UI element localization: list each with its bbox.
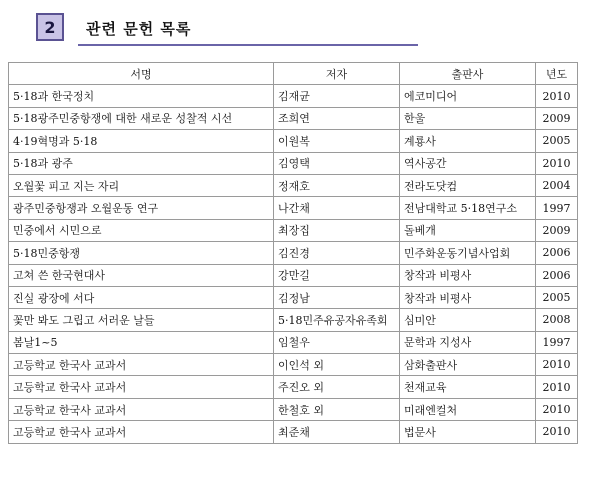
table-header-row (9, 63, 578, 85)
cell-title: 5·18민중항쟁 (9, 242, 274, 264)
table-row (9, 219, 578, 241)
cell-author: 조희연 (274, 107, 400, 129)
header-author: 저자 (274, 63, 400, 85)
table-row (9, 286, 578, 308)
cell-year: 2008 (536, 309, 578, 331)
cell-author: 최준채 (274, 421, 400, 443)
section-header (36, 13, 416, 49)
cell-publisher: 미래엔컬처 (400, 398, 536, 420)
table-row (9, 197, 578, 219)
table-row (9, 242, 578, 264)
cell-publisher: 돌베개 (400, 219, 536, 241)
cell-year: 2005 (536, 286, 578, 308)
cell-author: 한철호 외 (274, 398, 400, 420)
cell-author: 강만길 (274, 264, 400, 286)
cell-author: 이인석 외 (274, 354, 400, 376)
cell-title: 광주민중항쟁과 오월운동 연구 (9, 197, 274, 219)
cell-publisher: 삼화출판사 (400, 354, 536, 376)
cell-author: 김영택 (274, 152, 400, 174)
cell-publisher: 문학과 지성사 (400, 331, 536, 353)
table-row (9, 107, 578, 129)
cell-author: 김진경 (274, 242, 400, 264)
references-table (8, 62, 578, 444)
cell-year: 2010 (536, 152, 578, 174)
cell-author: 이원복 (274, 130, 400, 152)
table-row (9, 354, 578, 376)
table-row (9, 376, 578, 398)
cell-author: 5·18민주유공자유족회 (274, 309, 400, 331)
cell-title: 5·18광주민중항쟁에 대한 새로운 성찰적 시선 (9, 107, 274, 129)
cell-author: 임철우 (274, 331, 400, 353)
cell-year: 2009 (536, 107, 578, 129)
cell-publisher: 창작과 비평사 (400, 264, 536, 286)
cell-author: 김정남 (274, 286, 400, 308)
cell-year: 1997 (536, 331, 578, 353)
cell-publisher: 역사공간 (400, 152, 536, 174)
cell-title: 5·18과 광주 (9, 152, 274, 174)
table-row (9, 331, 578, 353)
cell-author: 나간채 (274, 197, 400, 219)
cell-title: 민중에서 시민으로 (9, 219, 274, 241)
cell-year: 2010 (536, 421, 578, 443)
table-row (9, 174, 578, 196)
cell-title: 고등학교 한국사 교과서 (9, 376, 274, 398)
table-row (9, 152, 578, 174)
cell-title: 고등학교 한국사 교과서 (9, 354, 274, 376)
cell-year: 2010 (536, 354, 578, 376)
table-row (9, 130, 578, 152)
cell-author: 최장집 (274, 219, 400, 241)
header-title: 서명 (9, 63, 274, 85)
table-body (9, 85, 578, 443)
table-row (9, 398, 578, 420)
cell-publisher: 에코미디어 (400, 85, 536, 107)
cell-title: 진실 광장에 서다 (9, 286, 274, 308)
section-underline (78, 44, 418, 46)
table-row (9, 264, 578, 286)
cell-year: 2010 (536, 398, 578, 420)
cell-author: 김재균 (274, 85, 400, 107)
cell-year: 2004 (536, 174, 578, 196)
cell-title: 봄날1~5 (9, 331, 274, 353)
cell-publisher: 전라도닷컴 (400, 174, 536, 196)
cell-title: 고등학교 한국사 교과서 (9, 398, 274, 420)
cell-title: 5·18과 한국정치 (9, 85, 274, 107)
cell-publisher: 전남대학교 5·18연구소 (400, 197, 536, 219)
cell-year: 2005 (536, 130, 578, 152)
table-row (9, 309, 578, 331)
header-publisher: 출판사 (400, 63, 536, 85)
cell-publisher: 심미안 (400, 309, 536, 331)
header-year: 년도 (536, 63, 578, 85)
cell-year: 2009 (536, 219, 578, 241)
cell-year: 2006 (536, 242, 578, 264)
cell-author: 주진오 외 (274, 376, 400, 398)
table-row (9, 421, 578, 443)
cell-year: 1997 (536, 197, 578, 219)
cell-publisher: 천재교육 (400, 376, 536, 398)
table-row (9, 85, 578, 107)
section-number-badge: 2 (36, 13, 64, 41)
cell-author: 정재호 (274, 174, 400, 196)
cell-publisher: 계룡사 (400, 130, 536, 152)
cell-title: 고등학교 한국사 교과서 (9, 421, 274, 443)
cell-publisher: 창작과 비평사 (400, 286, 536, 308)
cell-title: 고쳐 쓴 한국현대사 (9, 264, 274, 286)
cell-year: 2010 (536, 85, 578, 107)
cell-title: 4·19혁명과 5·18 (9, 130, 274, 152)
cell-year: 2010 (536, 376, 578, 398)
cell-publisher: 한울 (400, 107, 536, 129)
cell-year: 2006 (536, 264, 578, 286)
cell-publisher: 법문사 (400, 421, 536, 443)
cell-title: 오월꽃 피고 지는 자리 (9, 174, 274, 196)
cell-publisher: 민주화운동기념사업회 (400, 242, 536, 264)
section-title: 관련 문헌 목록 (86, 20, 192, 38)
cell-title: 꽃만 봐도 그립고 서러운 날들 (9, 309, 274, 331)
